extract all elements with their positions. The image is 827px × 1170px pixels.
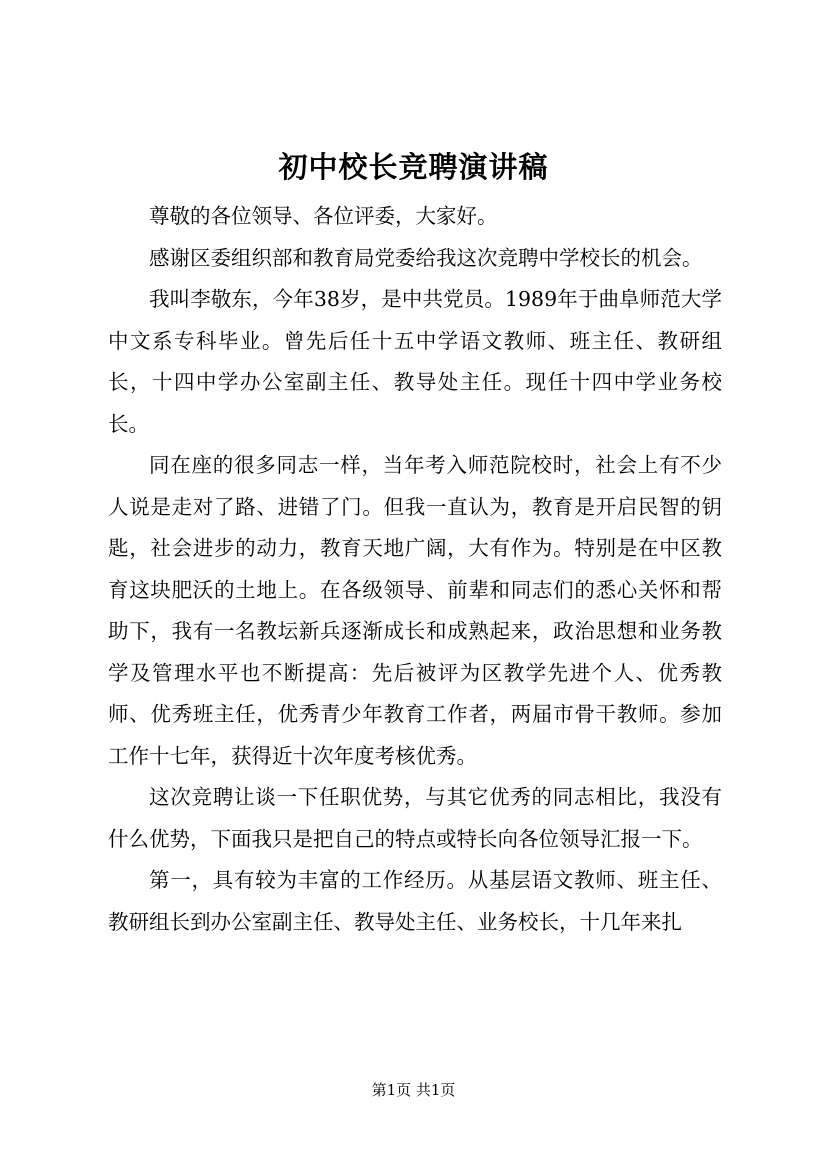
paragraph-experience: 同在座的很多同志一样，当年考入师范院校时，社会上有不少人说是走对了路、进错了门。但我一直认为，教育是开启民智的钥匙，社会进步的动力，教育天地广阔，大有作为。特别是在中区教育这块肥沃的土地上。在各级领导、前辈和同志们的悉心关怀和帮助下，我有一名教坛新兵逐渐成长和成熟起来，政治思想和业务教学及管理水平也不断提高：先后被评为区教学先进个人、优秀教师、优秀班主任，优秀青少年教育工作者，两届市骨干教师。参加工作十七年，获得近十次年度考核优秀。 [108, 453, 722, 768]
paragraph-thanks: 感谢区委组织部和教育局党委给我这次竞聘中学校长的机会。 [149, 245, 703, 270]
paragraph-first-point: 第一，具有较为丰富的工作经历。从基层语文教师、班主任、教研组长到办公室副主任、教导处主任、业务校长，十几年来扎 [108, 868, 722, 934]
document-body [108, 196, 722, 943]
paragraph-greeting: 尊敬的各位领导、各位评委，大家好。 [149, 204, 498, 228]
paragraph-introduction: 我叫李敬东，今年38岁，是中共党员。1989年于曲阜师范大学中文系专科毕业。曾先后任十五中学语文教师、班主任、教研组长，十四中学办公室副主任、教导处主任。现任十四中学业务校长。 [108, 287, 722, 436]
paragraph-advantages-intro: 这次竞聘让谈一下任职优势，与其它优秀的同志相比，我没有什么优势，下面我只是把自己的特点或特长向各位领导汇报一下。 [108, 785, 722, 851]
document-title: 初中校长竞聘演讲稿 [278, 150, 549, 184]
page-footer: 第1页 共1页 [371, 1081, 456, 1099]
